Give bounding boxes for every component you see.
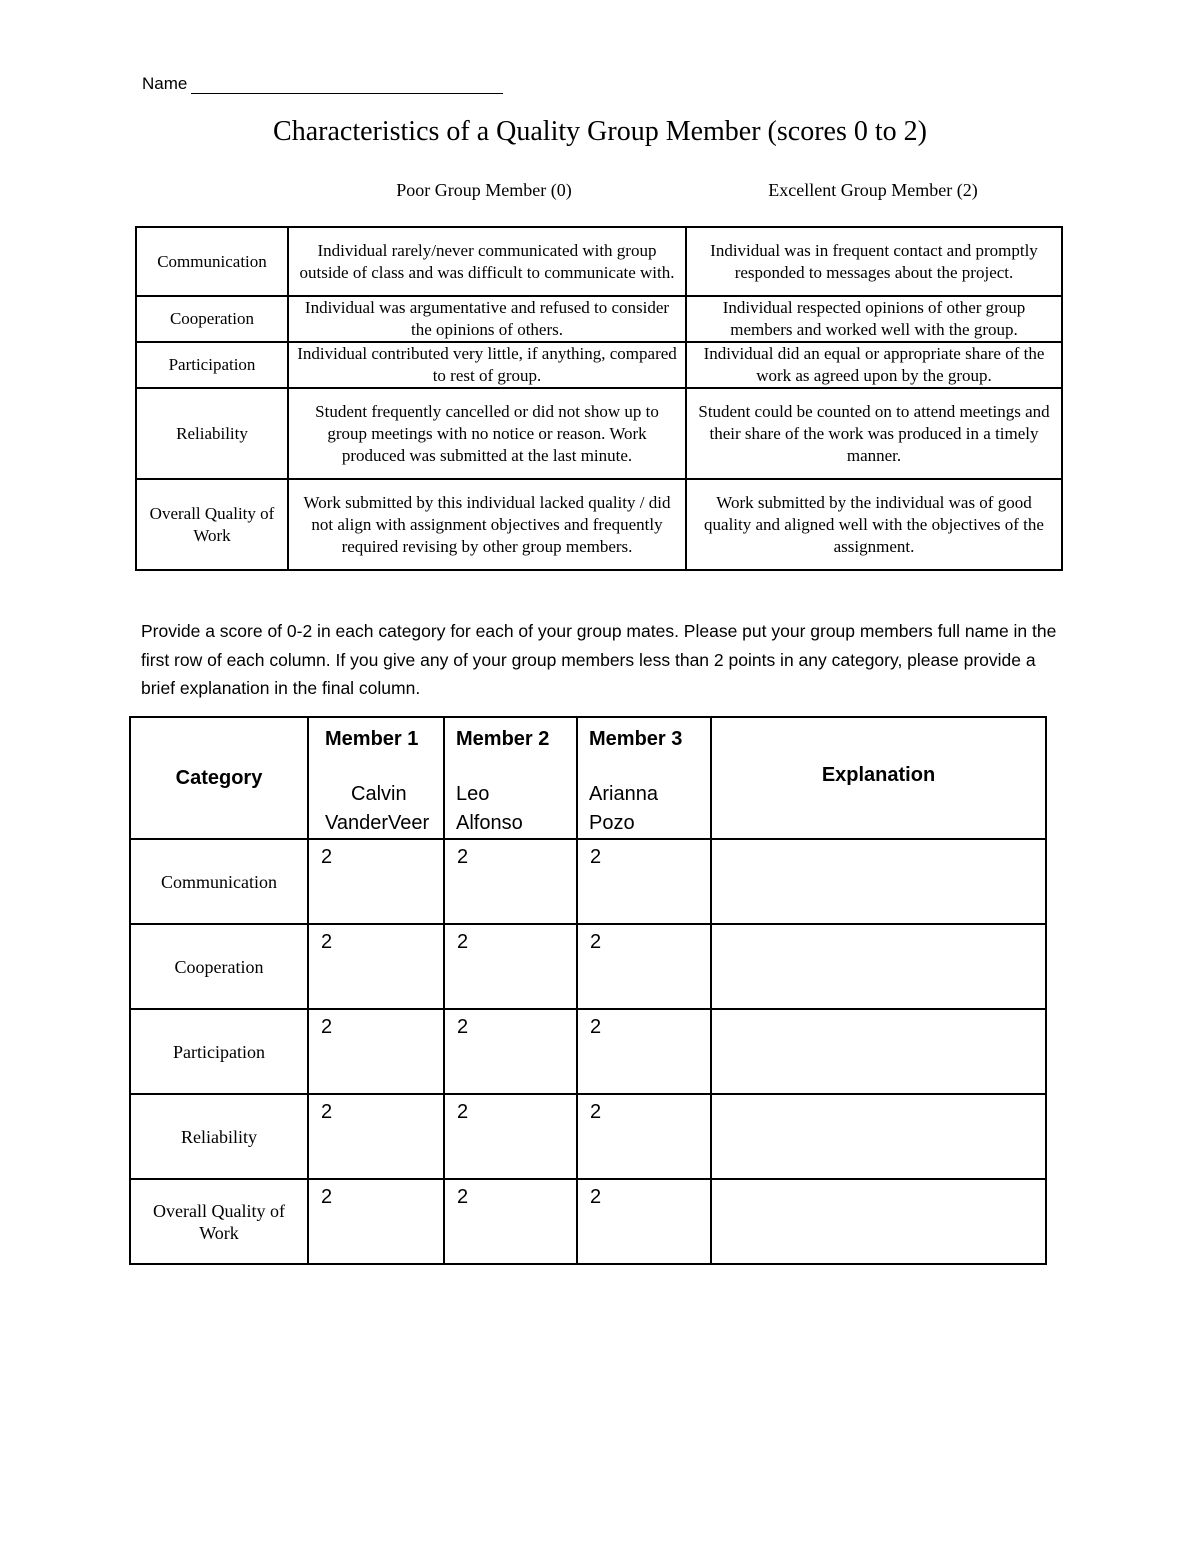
rubric-poor-description: Student frequently cancelled or did not show up to group meetings with no notice or reason. Work produced was submitted at the last minute.: [288, 388, 686, 479]
score-row-category: Participation: [130, 1009, 308, 1094]
score-row-communication: [130, 839, 1046, 924]
member-3-last-name: Pozo: [589, 812, 635, 834]
name-blank-line[interactable]: [191, 77, 503, 94]
score-cell-member-2[interactable]: 2: [444, 1179, 577, 1264]
score-cell-member-2[interactable]: 2: [444, 1094, 577, 1179]
member-2-name[interactable]: [456, 780, 566, 838]
explanation-cell[interactable]: [711, 839, 1046, 924]
explanation-cell[interactable]: [711, 1009, 1046, 1094]
rubric-category: Overall Quality of Work: [136, 479, 288, 570]
score-cell-member-3[interactable]: 2: [577, 839, 711, 924]
rubric-row-overall-quality: [136, 479, 1062, 570]
name-field-row: [142, 74, 503, 94]
category-column-header: Category: [130, 717, 308, 839]
member-1-last-name: VanderVeer: [325, 812, 430, 834]
explanation-column-header: Explanation: [711, 717, 1046, 839]
score-row-category: Communication: [130, 839, 308, 924]
rubric-category: Cooperation: [136, 296, 288, 342]
score-table-header-row: [130, 717, 1046, 839]
page-title: Characteristics of a Quality Group Member (scores 0 to 2): [273, 116, 927, 147]
rubric-row-cooperation: [136, 296, 1062, 342]
score-row-category: Overall Quality of Work: [130, 1179, 308, 1264]
rubric-row-participation: [136, 342, 1062, 388]
member-1-label: Member 1: [325, 728, 419, 750]
excellent-member-heading: Excellent Group Member (2): [768, 180, 978, 200]
score-cell-member-1[interactable]: 2: [308, 1009, 444, 1094]
member-3-name[interactable]: [589, 780, 700, 838]
rubric-category: Reliability: [136, 388, 288, 479]
name-label: Name: [142, 74, 188, 93]
rubric-category: Participation: [136, 342, 288, 388]
score-cell-member-3[interactable]: 2: [577, 1009, 711, 1094]
rubric-poor-description: Individual was argumentative and refused to consider the opinions of others.: [288, 296, 686, 342]
instructions-paragraph: Provide a score of 0-2 in each category for each of your group mates. Please put your group members full name in the first row of each column. If you give any of your group members less than 2 points in any category, please provide a brief explanation in the final column.: [141, 621, 1057, 698]
score-cell-member-1[interactable]: 2: [308, 924, 444, 1009]
rubric-excellent-description: Individual was in frequent contact and promptly responded to messages about the project.: [686, 227, 1062, 296]
explanation-cell[interactable]: [711, 924, 1046, 1009]
rubric-excellent-description: Individual respected opinions of other group members and worked well with the group.: [686, 296, 1062, 342]
score-cell-member-1[interactable]: 2: [308, 1179, 444, 1264]
member-3-first-name: Arianna: [589, 783, 658, 805]
rubric-category: Communication: [136, 227, 288, 296]
rubric-excellent-description: Work submitted by the individual was of good quality and aligned well with the objectives of the assignment.: [686, 479, 1062, 570]
score-row-cooperation: [130, 924, 1046, 1009]
member-1-name[interactable]: [325, 780, 433, 838]
score-cell-member-1[interactable]: 2: [308, 839, 444, 924]
score-cell-member-3[interactable]: 2: [577, 1179, 711, 1264]
score-table: [129, 716, 1047, 1265]
explanation-cell[interactable]: [711, 1179, 1046, 1264]
score-cell-member-2[interactable]: 2: [444, 924, 577, 1009]
member-2-first-name: Leo: [456, 783, 490, 805]
rubric-row-communication: [136, 227, 1062, 296]
rubric-row-reliability: [136, 388, 1062, 479]
member-2-last-name: Alfonso: [456, 812, 523, 834]
score-cell-member-3[interactable]: 2: [577, 924, 711, 1009]
member-2-header: [444, 717, 577, 839]
score-cell-member-3[interactable]: 2: [577, 1094, 711, 1179]
score-row-overall-quality: [130, 1179, 1046, 1264]
member-2-label: Member 2: [456, 728, 550, 750]
score-row-participation: [130, 1009, 1046, 1094]
rubric-excellent-description: Individual did an equal or appropriate share of the work as agreed upon by the group.: [686, 342, 1062, 388]
rubric-poor-description: Individual contributed very little, if anything, compared to rest of group.: [288, 342, 686, 388]
rubric-poor-description: Individual rarely/never communicated with group outside of class and was difficult to communicate with.: [288, 227, 686, 296]
rubric-table: [135, 226, 1063, 571]
score-cell-member-1[interactable]: 2: [308, 1094, 444, 1179]
member-1-header: [308, 717, 444, 839]
member-3-header: [577, 717, 711, 839]
member-3-label: Member 3: [589, 728, 683, 750]
member-1-first-name: Calvin: [351, 783, 407, 805]
score-cell-member-2[interactable]: 2: [444, 839, 577, 924]
rubric-excellent-description: Student could be counted on to attend meetings and their share of the work was produced in a timely manner.: [686, 388, 1062, 479]
rubric-poor-description: Work submitted by this individual lacked quality / did not align with assignment objectives and frequently required revising by other group members.: [288, 479, 686, 570]
poor-member-heading: Poor Group Member (0): [396, 180, 572, 200]
score-row-category: Cooperation: [130, 924, 308, 1009]
score-row-category: Reliability: [130, 1094, 308, 1179]
score-row-reliability: [130, 1094, 1046, 1179]
score-cell-member-2[interactable]: 2: [444, 1009, 577, 1094]
explanation-cell[interactable]: [711, 1094, 1046, 1179]
